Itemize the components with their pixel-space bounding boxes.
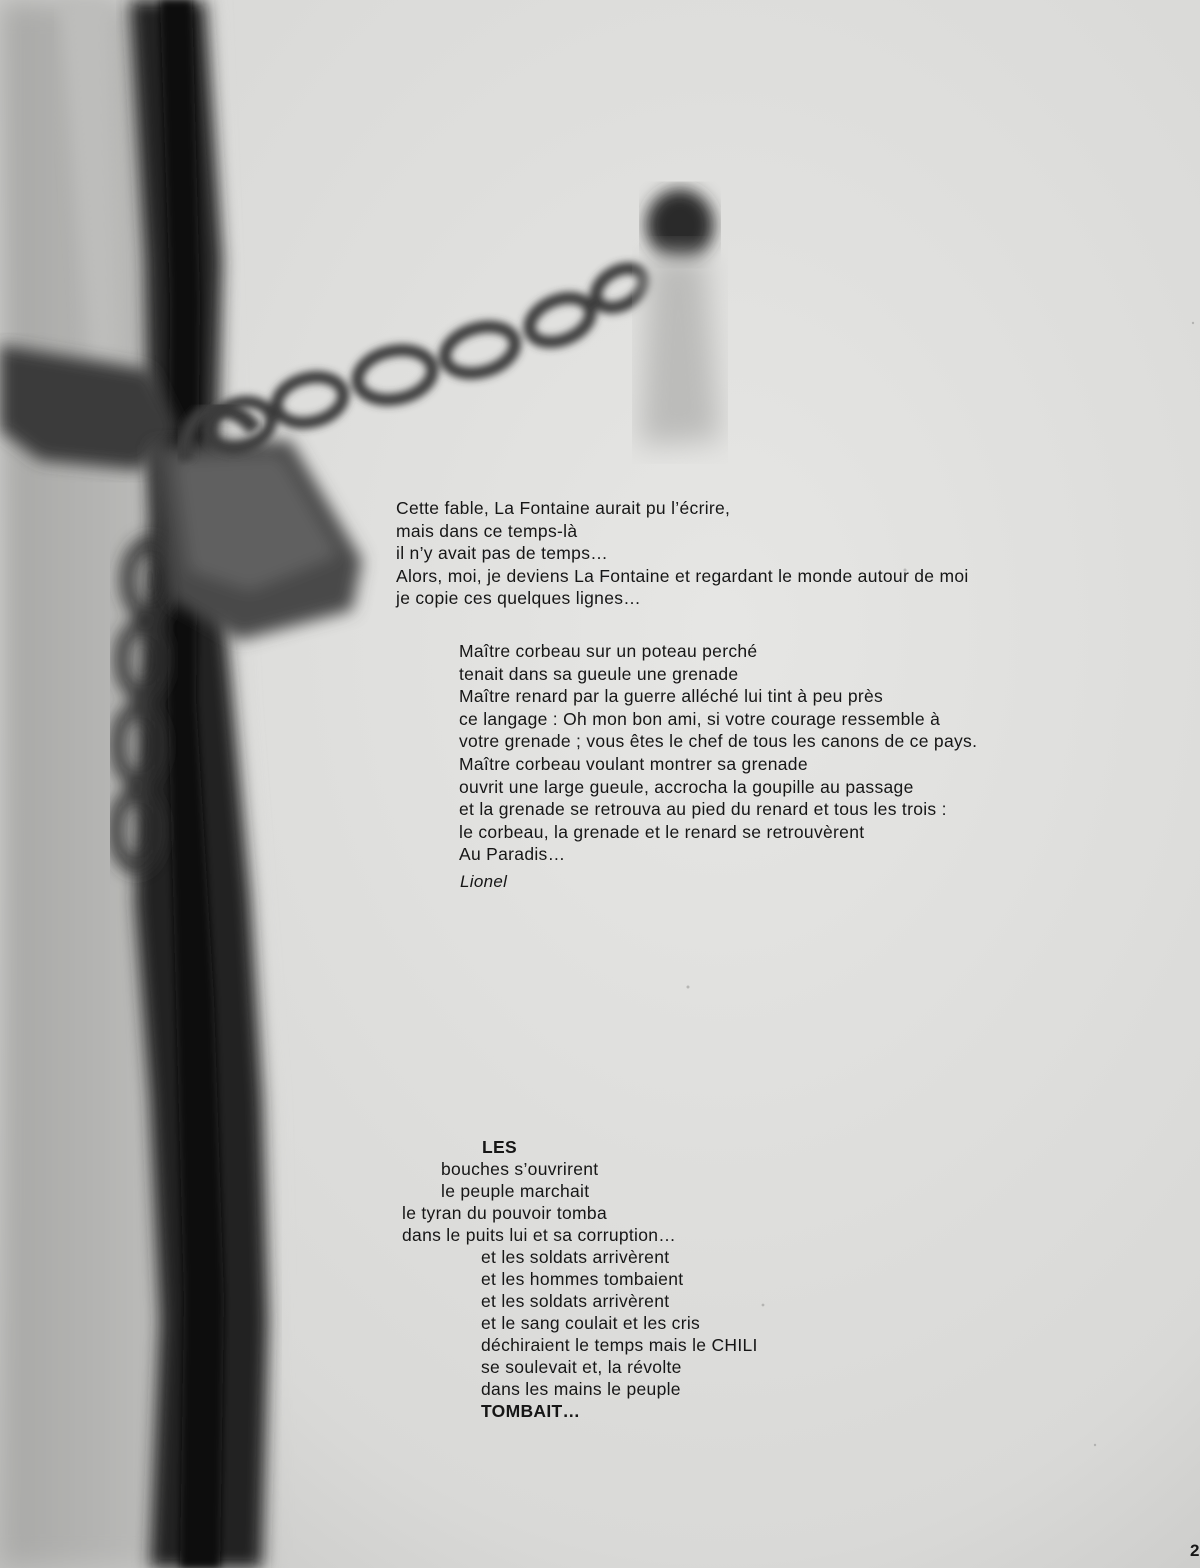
fable-line: tenait dans sa gueule une grenade (459, 663, 739, 684)
poem-line: dans les mains le peuple (481, 1379, 681, 1399)
fable-text (459, 640, 977, 866)
poem-line: et le sang coulait et les cris (481, 1313, 701, 1333)
intro-line: je copie ces quelques lignes… (396, 588, 642, 609)
poem-line: se soulevait et, la révolte (481, 1357, 682, 1377)
fable-line: Maître corbeau sur un poteau perché (459, 641, 758, 661)
fable-line: Maître corbeau voulant montrer sa grenade (459, 753, 808, 774)
poem-line: bouches s’ouvrirent (441, 1159, 599, 1179)
fable-line: ouvrit une large gueule, accrocha la goupille au passage (459, 776, 914, 797)
poem-line: TOMBAIT… (481, 1401, 581, 1421)
page-number: 2 (1190, 1541, 1200, 1560)
poem-line: le peuple marchait (441, 1181, 590, 1201)
intro-line: il n’y avait pas de temps… (396, 543, 609, 564)
poem-line: et les soldats arrivèrent (481, 1247, 670, 1267)
fable-line: le corbeau, la grenade et le renard se retrouvèrent (459, 821, 865, 842)
poem-line: déchiraient le temps mais le CHILI (481, 1335, 758, 1355)
poem-line: LES (482, 1137, 517, 1157)
fable-line: et la grenade se retrouva au pied du renard et tous les trois : (459, 799, 947, 820)
poem-line: le tyran du pouvoir tomba (402, 1203, 607, 1223)
fable-line: ce langage : Oh mon bon ami, si votre courage ressemble à (459, 708, 941, 729)
poem-line: dans le puits lui et sa corruption… (402, 1225, 677, 1245)
intro-line: Cette fable, La Fontaine aurait pu l’écrire, (396, 498, 731, 518)
fable-line: votre grenade ; vous êtes le chef de tous les canons de ce pays. (459, 731, 978, 752)
fable-line: Au Paradis… (459, 844, 566, 865)
poem-line: et les soldats arrivèrent (481, 1291, 670, 1311)
intro-line: mais dans ce temps-là (396, 520, 578, 541)
intro-line: Alors, moi, je deviens La Fontaine et regardant le monde autour de moi (396, 565, 969, 586)
fable-author: Lionel (460, 872, 508, 891)
fable-line: Maître renard par la guerre alléché lui tint à peu près (459, 686, 884, 707)
poem-line: et les hommes tombaient (481, 1269, 684, 1289)
intro-paragraph (396, 497, 969, 610)
